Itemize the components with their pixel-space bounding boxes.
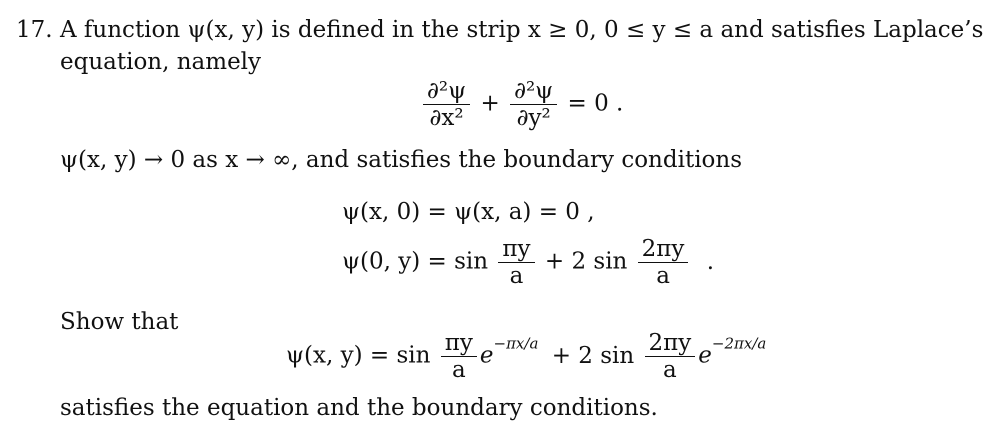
intro-line-2: equation, namely: [60, 49, 262, 75]
fraction-numerator: ∂²ψ: [514, 78, 554, 104]
fraction-numerator: πy: [444, 330, 473, 356]
fraction-numerator: ∂²ψ: [427, 78, 467, 104]
solution-lhs: ψ(x, y) = sin: [286, 342, 431, 369]
bc2-lhs: ψ(0, y) = sin: [342, 248, 489, 275]
plus-sign: +: [480, 90, 500, 117]
conclusion-line: satisfies the equation and the boundary conditions.: [60, 395, 658, 421]
laplace-equation: [420, 78, 623, 131]
fraction-denominator: a: [638, 262, 689, 289]
solution-middle: + 2 sin: [551, 342, 635, 369]
fraction-denominator: ∂y²: [510, 104, 557, 131]
exponent-2: −2πx/a: [711, 334, 767, 353]
fraction-denominator: a: [441, 356, 477, 383]
fraction-denominator: a: [498, 262, 534, 289]
solution-equation: [286, 330, 766, 383]
exponential-base: e: [698, 342, 712, 369]
boundary-condition-2: [342, 236, 714, 289]
fraction-d2psi-dx2: [423, 78, 470, 131]
limit-condition-line: ψ(x, y) → 0 as x → ∞, and satisfies the boundary conditions: [60, 147, 743, 173]
fraction-2pi-y-over-a: [645, 330, 696, 383]
problem-number: 17.: [16, 17, 53, 43]
bc2-middle: + 2 sin: [544, 248, 628, 275]
fraction-pi-y-over-a: [441, 330, 477, 383]
fraction-denominator: ∂x²: [423, 104, 470, 131]
exponential-base: e: [479, 342, 494, 369]
show-that-label: Show that: [60, 309, 179, 335]
fraction-2pi-y-over-a: [638, 236, 689, 289]
fraction-numerator: πy: [502, 236, 531, 262]
fraction-numerator: 2πy: [648, 330, 692, 356]
bc2-period: .: [706, 248, 715, 275]
fraction-pi-y-over-a: [498, 236, 534, 289]
fraction-numerator: 2πy: [641, 236, 685, 262]
exponent-1: −πx/a: [493, 334, 539, 353]
boundary-condition-1: ψ(x, 0) = ψ(x, a) = 0 ,: [342, 199, 595, 225]
equals-zero: = 0 .: [567, 90, 624, 117]
fraction-d2psi-dy2: [510, 78, 557, 131]
fraction-denominator: a: [645, 356, 696, 383]
intro-line-1: A function ψ(x, y) is defined in the strip x ≥ 0, 0 ≤ y ≤ a and satisfies Laplace’s: [60, 17, 984, 43]
